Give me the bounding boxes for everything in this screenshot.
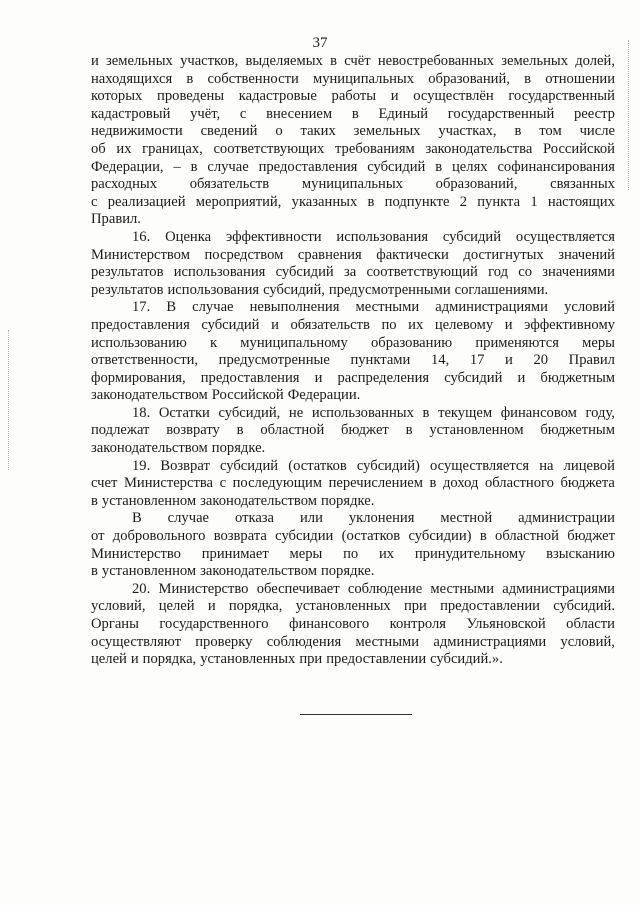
text-line: Министерство принимает меры по их принудительному взысканию — [91, 545, 615, 562]
end-of-document-rule — [300, 714, 412, 715]
text-line: законодательством порядке. — [91, 440, 266, 457]
text-line: 17. В случае невыполнения местными администрациями условий — [132, 299, 615, 316]
text-line: 18. Остатки субсидий, не использованных в текущем финансовом году, — [132, 404, 615, 421]
text-line: в установленном законодательством порядке. — [91, 492, 375, 509]
text-line: использованию к муниципальному образованию применяются меры — [91, 334, 615, 351]
text-line: расходных обязательств муниципальных образований, связанных — [91, 176, 615, 193]
text-line: результатов использования субсидий за соответствующий год со значениями — [91, 264, 615, 281]
text-line: Правил. — [91, 211, 141, 228]
text-line: от добровольного возврата субсидии (остатков субсидии) в областной бюджет — [91, 528, 615, 545]
text-line: кадастровый учёт, с внесением в Единый государственный реестр — [91, 105, 615, 122]
text-line: результатов использования субсидий, предусмотренными соглашениями. — [91, 281, 549, 298]
page-number: 37 — [312, 35, 328, 51]
text-line: Министерством посредством сравнения фактически достигнутых значений — [91, 246, 615, 263]
text-line: счет Министерства с последующим перечислением в доход областного бюджета — [91, 475, 615, 492]
text-line: Федерации, – в случае предоставления субсидий в целях софинансирования — [91, 158, 615, 175]
text-line: 20. Министерство обеспечивает соблюдение местными администрациями — [132, 580, 615, 597]
scan-artifact-right — [628, 40, 629, 190]
text-line: в установленном законодательством порядке. — [91, 563, 375, 580]
text-line: подлежат возврату в областной бюджет в установленном бюджетным — [91, 422, 615, 439]
text-line: осуществляют проверку соблюдения местными администрациями условий, — [91, 633, 615, 650]
text-line: с реализацией мероприятий, указанных в подпункте 2 пункта 1 настоящих — [91, 193, 615, 210]
text-line: В случае отказа или уклонения местной администрации — [132, 510, 615, 527]
text-line: целей и порядка, установленных при предоставлении субсидий.». — [91, 651, 503, 668]
text-line: ответственности, предусмотренные пунктами 14, 17 и 20 Правил — [91, 352, 615, 369]
text-line: формирования, предоставления и распределения субсидий и бюджетным — [91, 369, 615, 386]
text-line: Органы государственного финансового контроля Ульяновской области — [91, 616, 615, 632]
text-line: 19. Возврат субсидий (остатков субсидий) осуществляется на лицевой — [132, 457, 615, 474]
text-line: законодательством Российской Федерации. — [91, 387, 361, 404]
text-line: и земельных участков, выделяемых в счёт невостребованных земельных долей, — [91, 53, 615, 69]
text-line: об их границах, соответствующих требованиям законодательства Российской — [91, 140, 615, 157]
scan-artifact-left — [8, 330, 9, 470]
text-line: находящихся в собственности муниципальных образований, в отношении — [91, 70, 615, 87]
text-line: которых проведены кадастровые работы и осуществлён государственный — [91, 88, 615, 105]
text-line: недвижимости сведений о таких земельных участках, в том числе — [91, 123, 615, 140]
text-line: 16. Оценка эффективности использования субсидий осуществляется — [132, 228, 615, 245]
body-text — [91, 53, 615, 669]
text-line: условий, целей и порядка, установленных при предоставлении субсидий. — [91, 598, 615, 615]
text-line: предоставления субсидий и обязательств по их целевому и эффективному — [91, 316, 615, 333]
